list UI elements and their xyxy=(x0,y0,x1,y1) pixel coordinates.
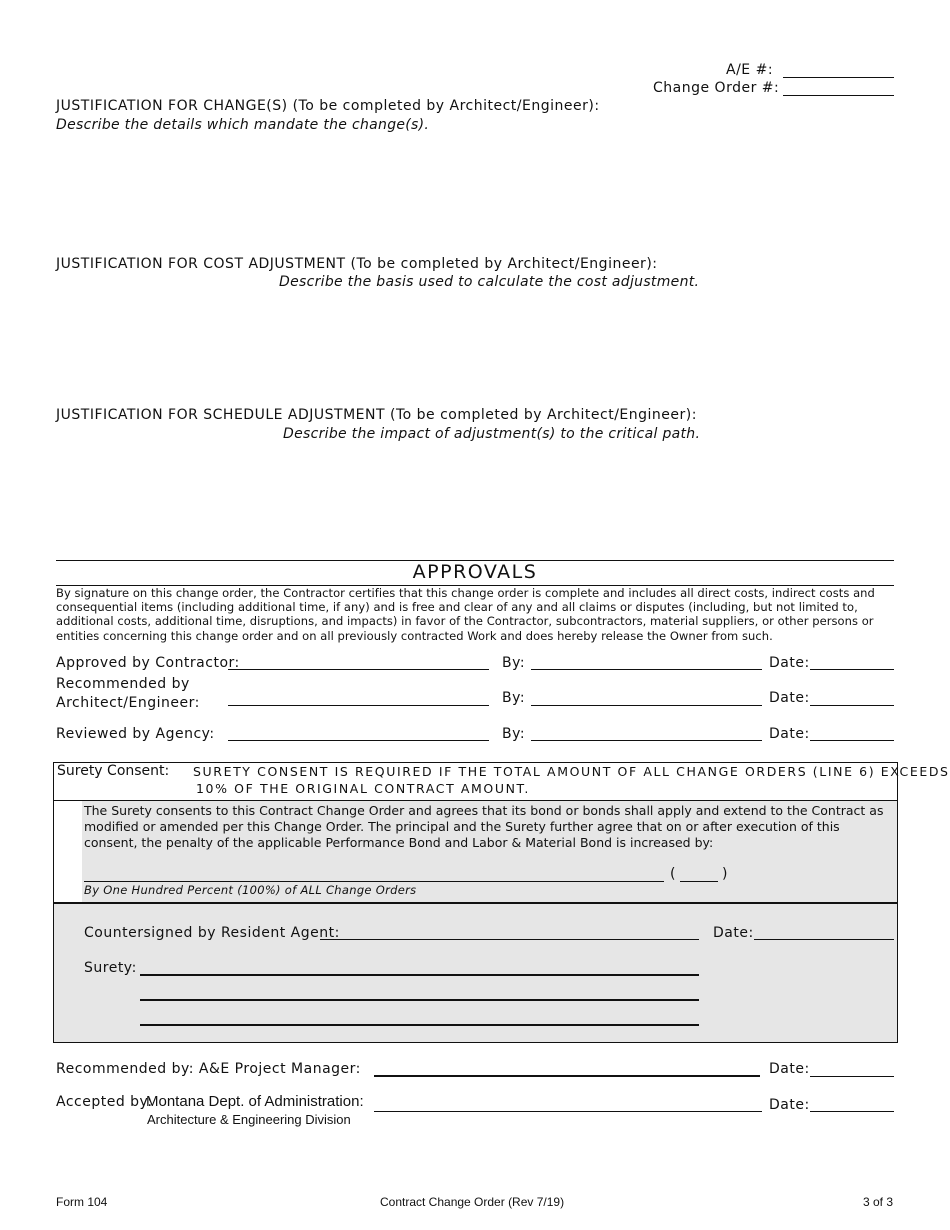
agency-date-field[interactable] xyxy=(810,740,894,741)
justification-cost-hint: Describe the basis used to calculate the cost adjustment. xyxy=(279,274,700,290)
form-number: Form 104 xyxy=(56,1195,108,1209)
approvals-title: APPROVALS xyxy=(412,561,538,583)
architect-date-label: Date: xyxy=(769,690,810,706)
contractor-date-label: Date: xyxy=(769,655,810,671)
countersigned-label: Countersigned by Resident Agent: xyxy=(84,925,340,941)
justification-cost-title: JUSTIFICATION FOR COST ADJUSTMENT (To be completed by Architect/Engineer): xyxy=(56,256,658,272)
architect-label-line2: Architect/Engineer: xyxy=(56,695,200,711)
change-order-number-field[interactable] xyxy=(783,95,894,96)
surety-notice-line2: 10% OF THE ORIGINAL CONTRACT AMOUNT. xyxy=(196,781,530,796)
surety-divider xyxy=(54,902,897,904)
architect-label-line1: Recommended by xyxy=(56,676,190,692)
surety-line-3[interactable] xyxy=(140,1024,699,1026)
justification-schedule-title: JUSTIFICATION FOR SCHEDULE ADJUSTMENT (To be completed by Architect/Engineer): xyxy=(56,407,697,423)
agency-by-label: By: xyxy=(502,726,526,742)
surety-line-1[interactable] xyxy=(140,974,699,976)
accepted-date-label: Date: xyxy=(769,1097,810,1113)
ae-number-field[interactable] xyxy=(783,77,894,78)
change-order-number-label: Change Order #: xyxy=(653,80,780,96)
pm-date-label: Date: xyxy=(769,1061,810,1077)
justification-schedule-area[interactable] xyxy=(56,448,894,548)
justification-change-area[interactable] xyxy=(56,140,894,250)
architect-by-field[interactable] xyxy=(531,705,762,706)
justification-cost-area[interactable] xyxy=(56,296,894,396)
architect-date-field[interactable] xyxy=(810,705,894,706)
surety-notice-line1: SURETY CONSENT IS REQUIRED IF THE TOTAL AMOUNT OF ALL CHANGE ORDERS (LINE 6) EXCEEDS xyxy=(193,764,950,779)
agency-label: Reviewed by Agency: xyxy=(56,726,215,742)
justification-change-title: JUSTIFICATION FOR CHANGE(S) (To be completed by Architect/Engineer): xyxy=(56,98,600,114)
surety-header-rule xyxy=(54,800,897,801)
countersigned-field[interactable] xyxy=(320,939,699,940)
contractor-by-label: By: xyxy=(502,655,526,671)
surety-consent-text: The Surety consents to this Contract Change Order and agrees that its bond or bonds shall apply and extend to the Contract as modified or amended per this Change Order. The principal and the Surety further agree that on or after execution of this consent, the penalty of the applicable Performance Bond and Labor & Material Bond is increased by: xyxy=(84,803,884,850)
surety-consent-label: Surety Consent: xyxy=(57,763,170,779)
countersigned-date-field[interactable] xyxy=(754,939,894,940)
certification-text: By signature on this change order, the Contractor certifies that this change order is complete and includes all direct costs, indirect costs and consequential items (including additional time, if any) and is free and clear of any and all claims or disputes (including, but not limited to, additional costs, additional time, disruptions, and impacts) in favor of the Contractor, subcontractors, material suppliers, or other persons or entities concerning this change order and on all previously contracted Work and does hereby release the Owner from such. xyxy=(56,586,875,643)
division-name: Architecture & Engineering Division xyxy=(147,1112,351,1127)
accepted-by-label: Accepted by: xyxy=(56,1094,153,1110)
bond-increase-field[interactable] xyxy=(84,881,664,882)
pm-signature-field[interactable] xyxy=(374,1075,760,1077)
justification-change-hint: Describe the details which mandate the change(s). xyxy=(56,117,430,133)
percent-note: By One Hundred Percent (100%) of ALL Change Orders xyxy=(84,883,417,897)
accepted-signature-field[interactable] xyxy=(374,1111,762,1112)
surety-name-label: Surety: xyxy=(84,960,137,976)
countersigned-date-label: Date: xyxy=(713,925,754,941)
paren-open: ( xyxy=(670,866,676,882)
contractor-name-field[interactable] xyxy=(228,669,489,670)
agency-by-field[interactable] xyxy=(531,740,762,741)
architect-name-field[interactable] xyxy=(228,705,489,706)
page-number: 3 of 3 xyxy=(863,1195,894,1209)
form-title: Contract Change Order (Rev 7/19) xyxy=(380,1195,565,1209)
justification-schedule-hint: Describe the impact of adjustment(s) to the critical path. xyxy=(283,426,701,442)
pm-label: Recommended by: A&E Project Manager: xyxy=(56,1061,361,1077)
ae-number-label: A/E #: xyxy=(726,62,774,78)
contractor-date-field[interactable] xyxy=(810,669,894,670)
agency-date-label: Date: xyxy=(769,726,810,742)
paren-close: ) xyxy=(722,866,728,882)
surety-indent-band xyxy=(54,801,82,903)
agency-name-field[interactable] xyxy=(228,740,489,741)
architect-by-label: By: xyxy=(502,690,526,706)
surety-line-2[interactable] xyxy=(140,999,699,1001)
contractor-label: Approved by Contractor: xyxy=(56,655,240,671)
accepted-date-field[interactable] xyxy=(810,1111,894,1112)
bond-increase-amount-field[interactable] xyxy=(680,881,718,882)
contractor-by-field[interactable] xyxy=(531,669,762,670)
dept-name: Montana Dept. of Administration: xyxy=(146,1093,364,1110)
pm-date-field[interactable] xyxy=(810,1076,894,1077)
